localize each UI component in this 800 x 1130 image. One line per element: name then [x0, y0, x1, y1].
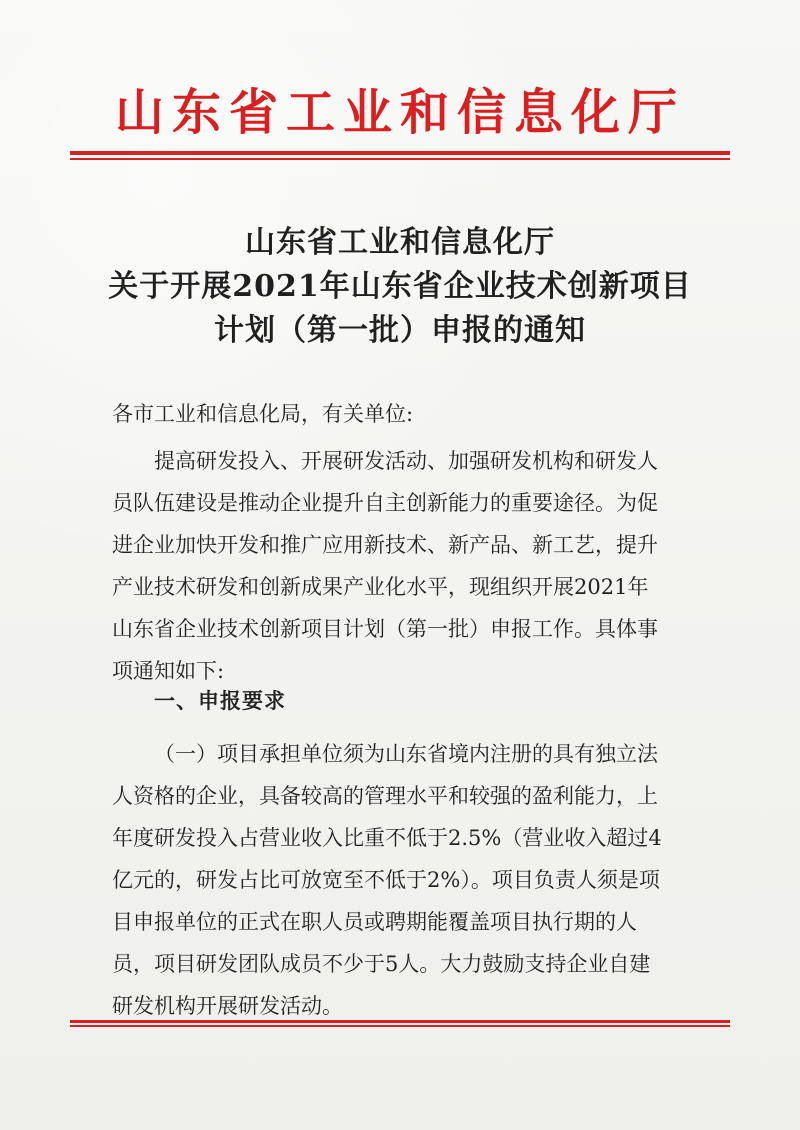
notice-title-line-1: 山东省工业和信息化厅	[245, 225, 555, 260]
paragraph-2-line-6: 员，项目研发团队成员不少于5人。大力鼓励支持企业自建	[112, 952, 651, 976]
header-title: 山东省工业和信息化厅	[114, 83, 685, 141]
paragraph-1-line-6: 项通知如下:	[112, 659, 225, 683]
notice-title-line-3: 计划（第一批）申报的通知	[214, 313, 586, 348]
paragraph-1-line-4: 产业技术研发和创新成果产业化水平，现组织开展2021年	[112, 575, 649, 599]
section-heading: 一、申报要求	[154, 688, 286, 713]
paragraph-1-line-1: 提高研发投入、开展研发活动、加强研发机构和研发人	[154, 449, 658, 473]
salutation: 各市工业和信息化局，有关单位:	[112, 402, 414, 426]
paragraph-2-line-7: 研发机构开展研发活动。	[112, 994, 343, 1018]
paragraph-2-line-4: 亿元的，研发占比可放宽至不低于2%）。项目负责人须是项	[112, 868, 660, 892]
top-red-rule-thick	[70, 151, 730, 155]
notice-title-line-2: 关于开展2021年山东省企业技术创新项目	[108, 269, 692, 304]
paragraph-2-line-1: （一）项目承担单位须为山东省境内注册的具有独立法	[154, 742, 658, 766]
paragraph-2-line-5: 目申报单位的正式在职人员或聘期能覆盖项目执行期的人	[112, 910, 637, 934]
paragraph-1-line-2: 员队伍建设是推动企业提升自主创新能力的重要途径。为促	[112, 491, 658, 515]
paragraph-2-line-2: 人资格的企业，具备较高的管理水平和较强的盈利能力，上	[112, 784, 658, 808]
bottom-red-rule-thin	[70, 1025, 730, 1027]
top-red-rule-thin	[70, 158, 730, 160]
paragraph-1-line-5: 山东省企业技术创新项目计划（第一批）申报工作。具体事	[112, 617, 658, 641]
bottom-red-rule-thick	[70, 1020, 730, 1023]
paragraph-2-line-3: 年度研发投入占营业收入比重不低于2.5%（营业收入超过4	[112, 826, 662, 850]
paragraph-1-line-3: 进企业加快开发和推广应用新技术、新产品、新工艺，提升	[112, 533, 658, 557]
